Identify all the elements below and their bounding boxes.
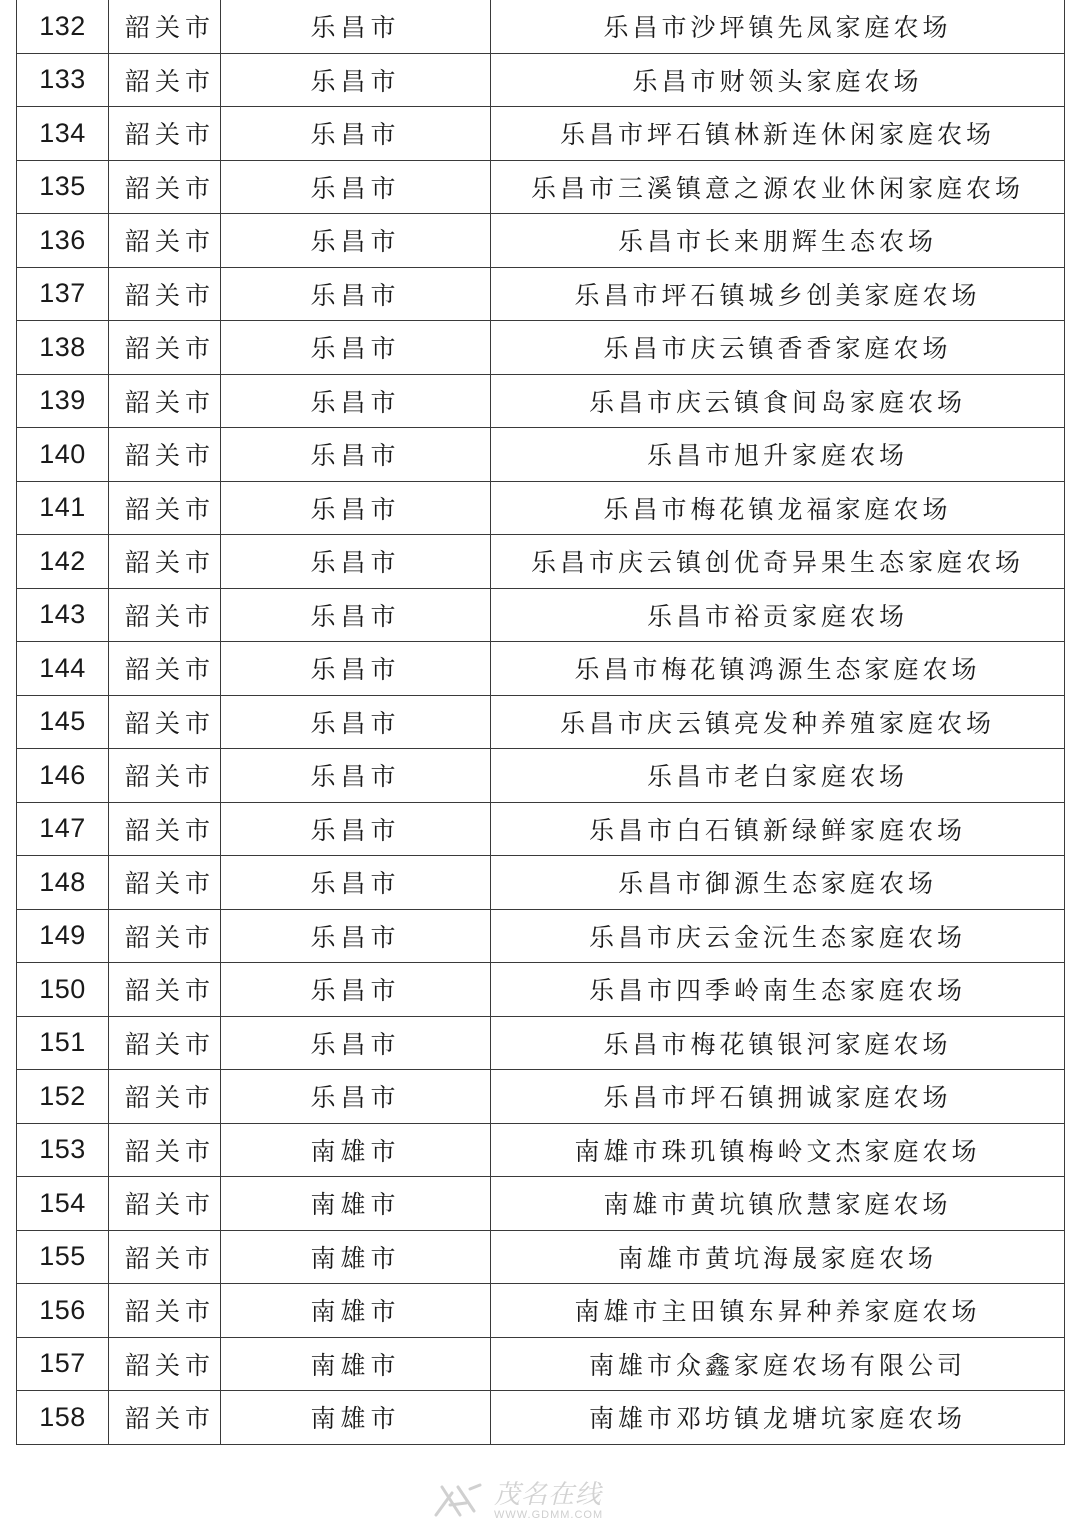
county-cell: 乐昌市 <box>221 0 491 53</box>
farm-name-cell: 乐昌市坪石镇城乡创美家庭农场 <box>491 267 1065 321</box>
watermark-url: WWW.GDMM.COM <box>494 1508 604 1521</box>
serial-number-cell: 154 <box>17 1177 109 1231</box>
farm-name-cell: 乐昌市梅花镇龙福家庭农场 <box>491 481 1065 535</box>
serial-number-cell: 153 <box>17 1123 109 1177</box>
city-cell: 韶关市 <box>109 856 221 910</box>
table-row <box>17 642 1065 696</box>
table-row <box>17 160 1065 214</box>
serial-number-cell: 152 <box>17 1070 109 1124</box>
serial-number-cell: 147 <box>17 802 109 856</box>
city-cell: 韶关市 <box>109 1337 221 1391</box>
serial-number-cell: 141 <box>17 481 109 535</box>
serial-number-cell: 146 <box>17 749 109 803</box>
city-cell: 韶关市 <box>109 535 221 589</box>
watermark-title: 茂名在线 <box>494 1479 603 1510</box>
serial-number-cell: 132 <box>17 0 109 53</box>
county-cell: 乐昌市 <box>221 321 491 375</box>
farm-name-cell: 乐昌市庆云镇香香家庭农场 <box>491 321 1065 375</box>
serial-number-cell: 145 <box>17 695 109 749</box>
county-cell: 南雄市 <box>221 1337 491 1391</box>
county-cell: 南雄市 <box>221 1230 491 1284</box>
city-cell: 韶关市 <box>109 428 221 482</box>
county-cell: 乐昌市 <box>221 107 491 161</box>
farm-name-cell: 乐昌市长来朋辉生态农场 <box>491 214 1065 268</box>
city-cell: 韶关市 <box>109 963 221 1017</box>
city-cell: 韶关市 <box>109 1284 221 1338</box>
farm-name-cell: 乐昌市财领头家庭农场 <box>491 53 1065 107</box>
table-row <box>17 1016 1065 1070</box>
farm-name-cell: 乐昌市庆云镇亮发种养殖家庭农场 <box>491 695 1065 749</box>
farm-name-cell: 南雄市黄坑镇欣慧家庭农场 <box>491 1177 1065 1231</box>
serial-number-cell: 137 <box>17 267 109 321</box>
serial-number-cell: 133 <box>17 53 109 107</box>
county-cell: 乐昌市 <box>221 374 491 428</box>
city-cell: 韶关市 <box>109 107 221 161</box>
city-cell: 韶关市 <box>109 321 221 375</box>
table-row <box>17 1337 1065 1391</box>
serial-number-cell: 138 <box>17 321 109 375</box>
county-cell: 乐昌市 <box>221 53 491 107</box>
city-cell: 韶关市 <box>109 1123 221 1177</box>
farm-name-cell: 乐昌市白石镇新绿鲜家庭农场 <box>491 802 1065 856</box>
county-cell: 乐昌市 <box>221 1016 491 1070</box>
farm-name-cell: 南雄市主田镇东昇种养家庭农场 <box>491 1284 1065 1338</box>
city-cell: 韶关市 <box>109 695 221 749</box>
table-row <box>17 963 1065 1017</box>
county-cell: 乐昌市 <box>221 802 491 856</box>
farm-name-cell: 南雄市众鑫家庭农场有限公司 <box>491 1337 1065 1391</box>
county-cell: 南雄市 <box>221 1177 491 1231</box>
farm-name-cell: 乐昌市四季岭南生态家庭农场 <box>491 963 1065 1017</box>
city-cell: 韶关市 <box>109 802 221 856</box>
farm-name-cell: 乐昌市旭升家庭农场 <box>491 428 1065 482</box>
county-cell: 乐昌市 <box>221 695 491 749</box>
farm-name-cell: 南雄市珠玑镇梅岭文杰家庭农场 <box>491 1123 1065 1177</box>
table-row <box>17 374 1065 428</box>
city-cell: 韶关市 <box>109 53 221 107</box>
serial-number-cell: 150 <box>17 963 109 1017</box>
serial-number-cell: 140 <box>17 428 109 482</box>
table-row <box>17 321 1065 375</box>
table-row <box>17 1070 1065 1124</box>
city-cell: 韶关市 <box>109 1177 221 1231</box>
city-cell: 韶关市 <box>109 267 221 321</box>
city-cell: 韶关市 <box>109 1070 221 1124</box>
county-cell: 乐昌市 <box>221 428 491 482</box>
table-row <box>17 535 1065 589</box>
table-row <box>17 1177 1065 1231</box>
city-cell: 韶关市 <box>109 749 221 803</box>
farm-name-cell: 乐昌市沙坪镇先凤家庭农场 <box>491 0 1065 53</box>
serial-number-cell: 148 <box>17 856 109 910</box>
city-cell: 韶关市 <box>109 588 221 642</box>
serial-number-cell: 136 <box>17 214 109 268</box>
serial-number-cell: 142 <box>17 535 109 589</box>
serial-number-cell: 151 <box>17 1016 109 1070</box>
table-row <box>17 1284 1065 1338</box>
serial-number-cell: 135 <box>17 160 109 214</box>
farm-name-cell: 南雄市邓坊镇龙塘坑家庭农场 <box>491 1391 1065 1445</box>
serial-number-cell: 156 <box>17 1284 109 1338</box>
table-row <box>17 1391 1065 1445</box>
watermark-logo-icon <box>430 1481 486 1521</box>
city-cell: 韶关市 <box>109 214 221 268</box>
table-row <box>17 695 1065 749</box>
farm-name-cell: 乐昌市梅花镇鸿源生态家庭农场 <box>491 642 1065 696</box>
table-row <box>17 214 1065 268</box>
farm-name-cell: 乐昌市庆云镇食间岛家庭农场 <box>491 374 1065 428</box>
table-row <box>17 1123 1065 1177</box>
county-cell: 乐昌市 <box>221 214 491 268</box>
county-cell: 南雄市 <box>221 1284 491 1338</box>
serial-number-cell: 149 <box>17 909 109 963</box>
county-cell: 南雄市 <box>221 1123 491 1177</box>
county-cell: 乐昌市 <box>221 1070 491 1124</box>
table-row <box>17 588 1065 642</box>
table-row <box>17 53 1065 107</box>
farm-name-cell: 南雄市黄坑海晟家庭农场 <box>491 1230 1065 1284</box>
county-cell: 乐昌市 <box>221 963 491 1017</box>
city-cell: 韶关市 <box>109 1391 221 1445</box>
city-cell: 韶关市 <box>109 1016 221 1070</box>
city-cell: 韶关市 <box>109 160 221 214</box>
farm-name-cell: 乐昌市坪石镇拥诚家庭农场 <box>491 1070 1065 1124</box>
county-cell: 乐昌市 <box>221 481 491 535</box>
serial-number-cell: 144 <box>17 642 109 696</box>
family-farm-table-container <box>16 0 1064 1445</box>
table-row <box>17 749 1065 803</box>
city-cell: 韶关市 <box>109 374 221 428</box>
table-row <box>17 0 1065 53</box>
table-row <box>17 428 1065 482</box>
county-cell: 南雄市 <box>221 1391 491 1445</box>
farm-name-cell: 乐昌市庆云金沅生态家庭农场 <box>491 909 1065 963</box>
county-cell: 乐昌市 <box>221 588 491 642</box>
county-cell: 乐昌市 <box>221 642 491 696</box>
county-cell: 乐昌市 <box>221 535 491 589</box>
farm-name-cell: 乐昌市御源生态家庭农场 <box>491 856 1065 910</box>
county-cell: 乐昌市 <box>221 909 491 963</box>
family-farm-table <box>16 0 1065 1445</box>
serial-number-cell: 157 <box>17 1337 109 1391</box>
serial-number-cell: 143 <box>17 588 109 642</box>
table-row <box>17 1230 1065 1284</box>
county-cell: 乐昌市 <box>221 749 491 803</box>
county-cell: 乐昌市 <box>221 160 491 214</box>
table-row <box>17 267 1065 321</box>
table-row <box>17 802 1065 856</box>
farm-name-cell: 乐昌市裕贡家庭农场 <box>491 588 1065 642</box>
table-row <box>17 481 1065 535</box>
serial-number-cell: 139 <box>17 374 109 428</box>
serial-number-cell: 134 <box>17 107 109 161</box>
city-cell: 韶关市 <box>109 642 221 696</box>
table-row <box>17 909 1065 963</box>
serial-number-cell: 158 <box>17 1391 109 1445</box>
farm-name-cell: 乐昌市梅花镇银河家庭农场 <box>491 1016 1065 1070</box>
city-cell: 韶关市 <box>109 1230 221 1284</box>
farm-name-cell: 乐昌市三溪镇意之源农业休闲家庭农场 <box>491 160 1065 214</box>
city-cell: 韶关市 <box>109 0 221 53</box>
farm-name-cell: 乐昌市坪石镇林新连休闲家庭农场 <box>491 107 1065 161</box>
serial-number-cell: 155 <box>17 1230 109 1284</box>
table-body <box>17 0 1065 1444</box>
table-row <box>17 856 1065 910</box>
farm-name-cell: 乐昌市老白家庭农场 <box>491 749 1065 803</box>
city-cell: 韶关市 <box>109 481 221 535</box>
county-cell: 乐昌市 <box>221 856 491 910</box>
city-cell: 韶关市 <box>109 909 221 963</box>
watermark <box>430 1478 660 1524</box>
table-row <box>17 107 1065 161</box>
county-cell: 乐昌市 <box>221 267 491 321</box>
farm-name-cell: 乐昌市庆云镇创优奇异果生态家庭农场 <box>491 535 1065 589</box>
